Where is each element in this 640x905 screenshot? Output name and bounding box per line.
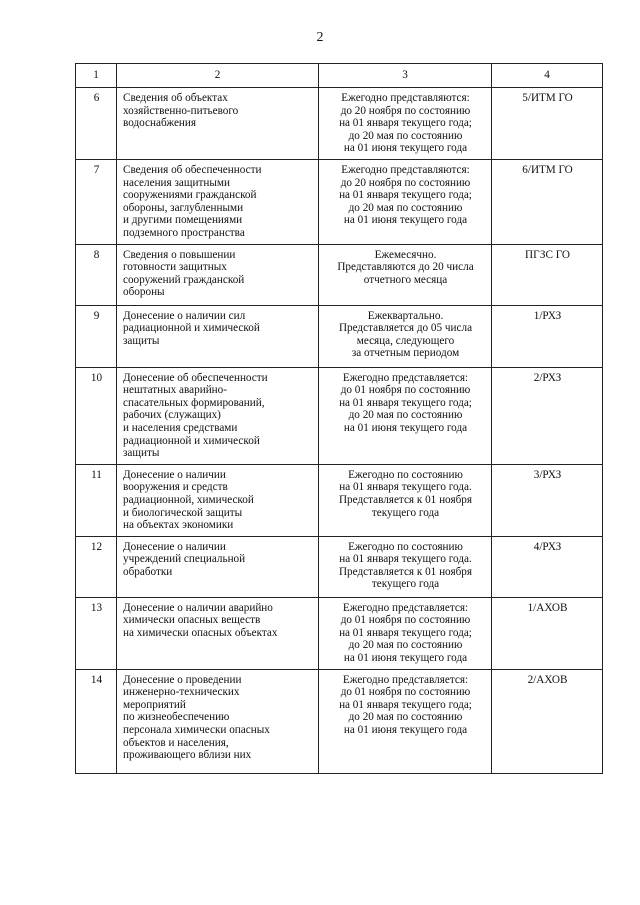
submission-term-line: на 01 июня текущего года [343,652,468,665]
table-row [76,244,603,305]
report-name [117,669,319,773]
header-cell-3: 3 [319,64,492,88]
submission-term-line: до 20 мая по состоянию [348,129,463,142]
submission-term-line: до 01 ноября по состоянию [340,614,471,627]
submission-term-line: на 01 июня текущего года [343,421,468,434]
submission-term [319,669,492,773]
report-name-line: вооружения и средств [123,481,228,494]
report-name-line: обработки [123,565,173,578]
row-number: 14 [76,669,117,773]
submission-term-line: Ежегодно представляется: [342,601,469,614]
submission-term-line: до 20 мая по состоянию [348,409,463,422]
submission-term-line: месяца, следующего [356,334,455,347]
submission-term-line: на 01 января текущего года; [339,396,472,409]
report-form-code: 2/АХОВ [492,669,603,773]
report-name-line: Сведения об обеспеченности [123,164,262,176]
report-form-code: 1/АХОВ [492,597,603,669]
table-row [76,464,603,536]
report-name-line: спасательных формирований, [123,396,265,409]
report-name [117,367,319,464]
submission-term-line: Ежегодно представляются: [341,164,470,176]
reports-table [75,63,603,774]
report-form-code: ПГЗС ГО [492,244,603,305]
table-row [76,367,603,464]
report-name-line: Донесение о наличии аварийно [123,601,273,614]
report-name-line: Донесение о проведении [123,673,242,686]
row-number: 11 [76,464,117,536]
submission-term-line: Ежегодно представляется: [342,673,469,686]
report-name [117,244,319,305]
submission-term-line: Представляются до 20 числа [337,261,474,274]
report-form-code: 1/РХЗ [492,305,603,367]
report-name-line: населения защитными [123,176,230,189]
submission-term-line: Представляется до 05 числа [338,322,473,335]
table-row [76,160,603,245]
report-form-code: 4/РХЗ [492,536,603,597]
submission-term-line: до 01 ноября по состоянию [340,686,471,699]
submission-term-line: до 20 ноября по состоянию [340,176,471,189]
report-name-line: обороны, заглубленными [123,201,244,214]
submission-term-line: на 01 января текущего года; [339,189,472,202]
report-name-line: персонала химически опасных [123,724,270,737]
report-name-line: и населения средствами [123,421,238,434]
submission-term [319,536,492,597]
report-name-line: нештатных аварийно- [123,384,227,397]
submission-term-line: на 01 января текущего года; [339,626,472,639]
report-name-line: Донесение о наличии [123,540,226,553]
table-row [76,88,603,160]
submission-term-line: Ежеквартально. [367,309,444,322]
report-name [117,88,319,160]
submission-term [319,597,492,669]
row-number: 7 [76,160,117,245]
report-name-line: Сведения об объектах [123,92,228,104]
submission-term-line: отчетного месяца [363,273,448,286]
row-number: 9 [76,305,117,367]
submission-term-line: Ежегодно представляются: [341,92,470,104]
row-number: 12 [76,536,117,597]
report-name-line: рабочих (служащих) [123,409,221,422]
report-name-line: радиационной, химической [123,493,254,506]
report-name-line: учреждений специальной [123,553,246,566]
report-name [117,536,319,597]
submission-term-line: Ежегодно по состоянию [348,540,463,553]
row-number: 13 [76,597,117,669]
report-name-line: защиты [123,447,160,460]
report-name-line: объектов и населения, [123,736,229,749]
submission-term [319,464,492,536]
submission-term-line: за отчетным периодом [351,347,460,360]
submission-term [319,305,492,367]
submission-term [319,244,492,305]
report-name-line: сооружениями гражданской [123,189,257,202]
report-name-line: подземного пространства [123,226,245,239]
report-name-line: защиты [123,334,160,347]
report-name [117,597,319,669]
submission-term-line: Ежегодно по состоянию [348,468,463,481]
report-name-line: и другими помещениями [123,214,243,227]
submission-term-line: до 20 мая по состоянию [348,639,463,652]
submission-term-line: на 01 января текущего года. [339,553,472,566]
report-name [117,464,319,536]
report-name-line: Донесение о наличии сил [123,309,246,322]
header-cell-2: 2 [117,64,319,88]
submission-term-line: Ежегодно представляется: [342,371,469,384]
submission-term-line: до 20 ноября по состоянию [340,104,471,117]
header-cell-4: 4 [492,64,603,88]
table-row [76,305,603,367]
submission-term-line: текущего года [371,578,440,591]
submission-term-line: текущего года [371,506,440,519]
submission-term [319,367,492,464]
report-name-line: по жизнеобеспечению [123,711,230,724]
submission-term-line: на 01 января текущего года; [339,698,472,711]
report-form-code: 6/ИТМ ГО [492,160,603,245]
submission-term-line: Ежемесячно. [374,248,437,261]
report-name-line: водоснабжения [123,117,197,130]
submission-term-line: на 01 июня текущего года [343,724,468,737]
submission-term-line: на 01 января текущего года; [339,117,472,130]
table-row [76,597,603,669]
report-name-line: хозяйственно-питьевого [123,104,239,117]
report-name-line: готовности защитных [123,261,227,274]
report-name-line: радиационной и химической [123,434,260,447]
submission-term-line: до 01 ноября по состоянию [340,384,471,397]
submission-term-line: на 01 июня текущего года [343,142,468,155]
row-number: 10 [76,367,117,464]
table-row [76,536,603,597]
report-name-line: на химически опасных объектах [123,626,278,639]
report-form-code: 3/РХЗ [492,464,603,536]
row-number: 6 [76,88,117,160]
report-name-line: сооружений гражданской [123,273,245,286]
report-name-line: инженерно-технических [123,686,240,699]
submission-term-line: на 01 июня текущего года [343,214,468,227]
page-number: 2 [316,30,324,45]
report-name [117,160,319,245]
report-name-line: проживающего вблизи них [123,749,252,762]
submission-term-line: на 01 января текущего года. [339,481,472,494]
report-name-line: Донесение об обеспеченности [123,371,268,384]
submission-term-line: до 20 мая по состоянию [348,201,463,214]
report-name-line: Донесение о наличии [123,468,226,481]
table-header-row [76,64,603,88]
report-name-line: обороны [123,286,165,299]
report-name-line: на объектах экономики [123,519,234,532]
report-name-line: радиационной и химической [123,322,260,335]
row-number: 8 [76,244,117,305]
report-form-code: 2/РХЗ [492,367,603,464]
submission-term-line: Представляется к 01 ноября [338,565,473,578]
report-form-code: 5/ИТМ ГО [492,88,603,160]
report-name [117,305,319,367]
header-cell-1: 1 [76,64,117,88]
report-name-line: химически опасных веществ [123,614,261,627]
submission-term-line: до 20 мая по состоянию [348,711,463,724]
report-name-line: мероприятий [123,698,186,711]
table-row [76,669,603,773]
submission-term-line: Представляется к 01 ноября [338,493,473,506]
report-name-line: Сведения о повышении [123,248,236,261]
submission-term [319,88,492,160]
report-name-line: и биологической защиты [123,506,243,519]
submission-term [319,160,492,245]
